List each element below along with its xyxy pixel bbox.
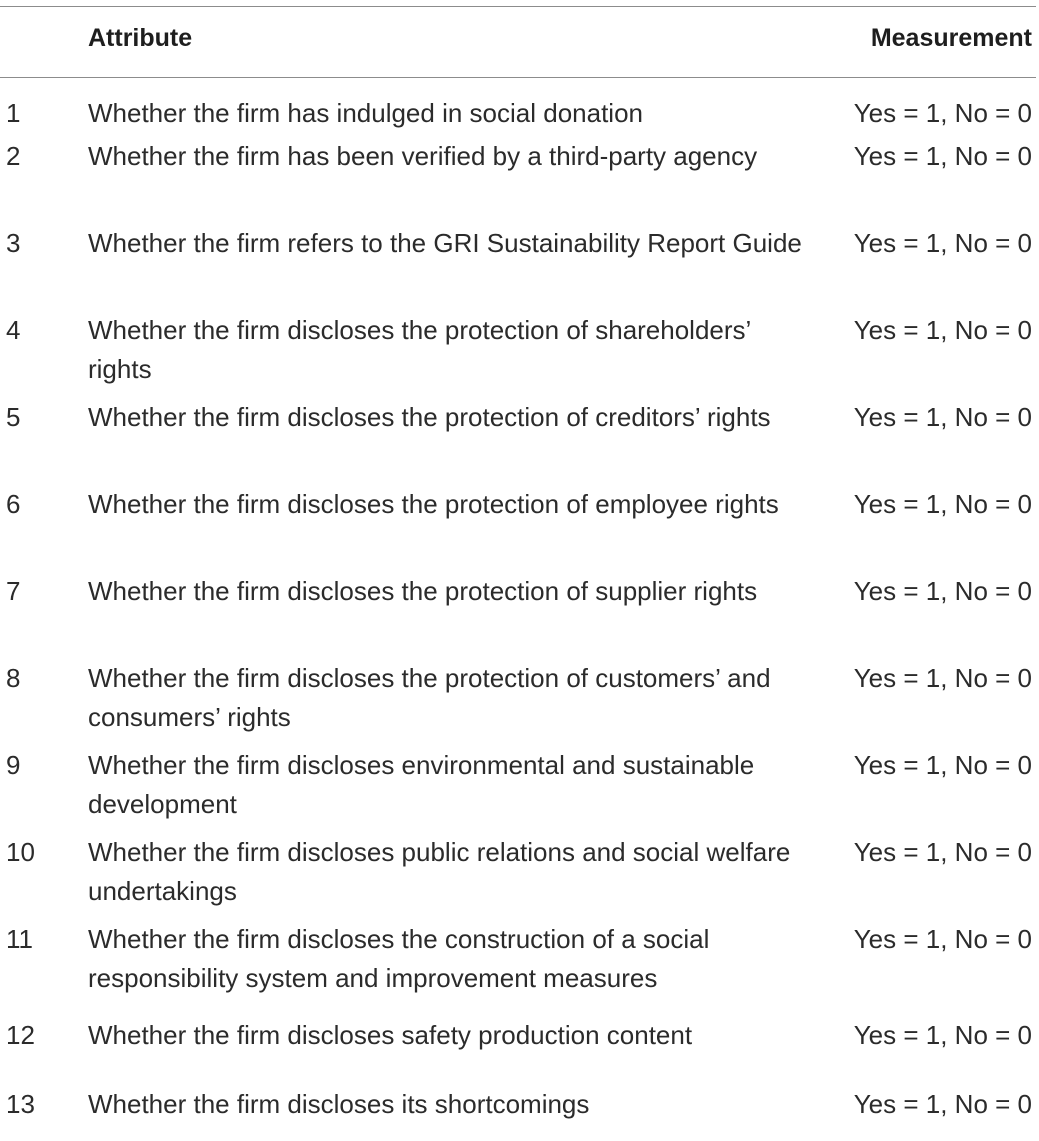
table-row <box>0 1072 1036 1141</box>
row-number: 12 <box>6 1020 35 1050</box>
row-attribute: Whether the firm discloses the protection of customers’ and consumers’ rights <box>88 663 771 732</box>
row-measurement: Yes = 1, No = 0 <box>853 924 1032 954</box>
table-row <box>0 742 1036 829</box>
row-number: 13 <box>6 1089 35 1119</box>
table-row <box>0 481 1036 568</box>
table-row <box>0 307 1036 394</box>
row-attribute: Whether the firm has been verified by a third-party agency <box>88 141 758 171</box>
row-attribute: Whether the firm refers to the GRI Sustainability Report Guide <box>88 228 802 258</box>
row-number: 7 <box>6 576 21 606</box>
table-row <box>0 133 1036 220</box>
table-row <box>0 829 1036 916</box>
row-measurement: Yes = 1, No = 0 <box>853 576 1032 606</box>
table-row <box>0 655 1036 742</box>
row-measurement: Yes = 1, No = 0 <box>853 98 1032 128</box>
row-attribute: Whether the firm discloses the protection of creditors’ rights <box>88 402 771 432</box>
row-number: 9 <box>6 750 21 780</box>
row-number: 8 <box>6 663 21 693</box>
row-attribute: Whether the firm discloses environmental and sustainable development <box>88 750 755 819</box>
table-row <box>0 916 1036 1003</box>
table-row <box>0 568 1036 655</box>
header-attribute: Attribute <box>88 24 193 52</box>
row-measurement: Yes = 1, No = 0 <box>853 228 1032 258</box>
table-row <box>0 394 1036 481</box>
row-number: 1 <box>6 98 21 128</box>
row-measurement: Yes = 1, No = 0 <box>853 750 1032 780</box>
row-number: 4 <box>6 315 21 345</box>
row-attribute: Whether the firm discloses the protection of supplier rights <box>88 576 758 606</box>
header-row <box>0 0 1036 77</box>
row-attribute: Whether the firm discloses the protection of shareholders’ rights <box>88 315 751 384</box>
row-measurement: Yes = 1, No = 0 <box>853 1020 1032 1050</box>
header-measurement: Measurement <box>870 24 1032 52</box>
row-number: 5 <box>6 402 21 432</box>
row-attribute: Whether the firm discloses safety production content <box>88 1020 693 1050</box>
row-measurement: Yes = 1, No = 0 <box>853 315 1032 345</box>
row-number: 2 <box>6 141 21 171</box>
row-measurement: Yes = 1, No = 0 <box>853 837 1032 867</box>
row-measurement: Yes = 1, No = 0 <box>853 402 1032 432</box>
row-attribute: Whether the firm has indulged in social donation <box>88 98 643 128</box>
table-row <box>0 77 1036 133</box>
header-number <box>0 0 88 77</box>
row-attribute: Whether the firm discloses the construction of a social responsibility system and improvement measures <box>88 924 710 993</box>
row-number: 11 <box>6 924 33 954</box>
row-measurement: Yes = 1, No = 0 <box>853 663 1032 693</box>
row-attribute: Whether the firm discloses the protection of employee rights <box>88 489 779 519</box>
row-measurement: Yes = 1, No = 0 <box>853 1089 1032 1119</box>
table-row <box>0 220 1036 307</box>
row-measurement: Yes = 1, No = 0 <box>853 141 1032 171</box>
row-attribute: Whether the firm discloses public relations and social welfare undertakings <box>88 837 791 906</box>
row-number: 6 <box>6 489 21 519</box>
row-measurement: Yes = 1, No = 0 <box>853 489 1032 519</box>
row-attribute: Whether the firm discloses its shortcomings <box>88 1089 590 1119</box>
table-header <box>0 0 1036 77</box>
table-row <box>0 1003 1036 1072</box>
row-number: 3 <box>6 228 21 258</box>
table-body <box>0 77 1036 1141</box>
row-number: 10 <box>6 837 35 867</box>
